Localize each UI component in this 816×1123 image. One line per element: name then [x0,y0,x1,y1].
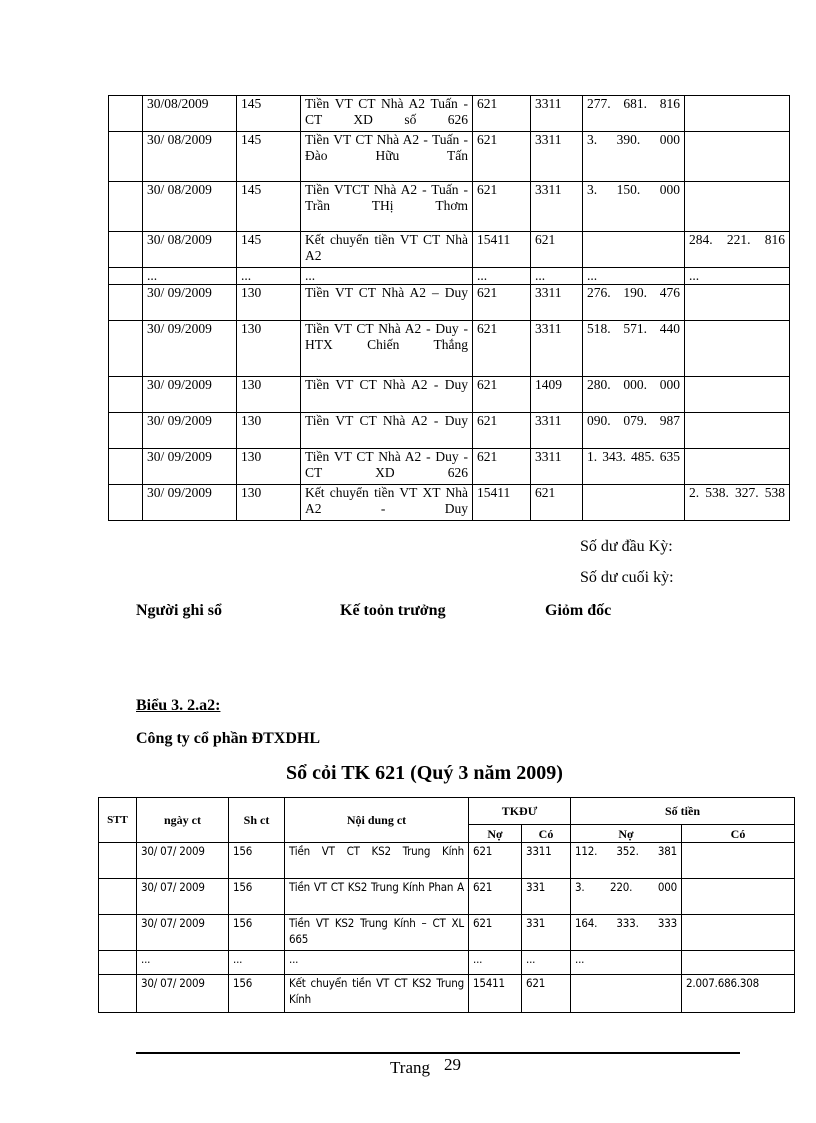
cell-account-co: 3311 [531,285,583,321]
table-row [99,843,795,879]
cell-desc: Tiền VT CT Nhà A2 Tuấn - CT XD số 626 [301,96,473,132]
cell-credit [682,843,795,879]
cell-credit [685,182,790,232]
cell-desc: Kết chuyển tiền VT XT Nhà A2 - Duy [301,485,473,521]
cell-desc: Tiền VT KS2 Trung Kính – CT XL 665 [285,915,469,951]
ledger-table-header [99,798,795,843]
cell-stt [109,232,143,268]
cell-stt [99,843,137,879]
cell-sh: 130 [237,449,301,485]
cell-stt [99,951,137,975]
cell-sh: 145 [237,182,301,232]
cell-account-no: 621 [473,285,531,321]
cell-desc: Kết chuyển tiền VT CT KS2 Trung Kính [285,975,469,1013]
cell-account-co: ... [522,951,571,975]
closing-balance-label: Số dư cuối kỳ: [580,569,674,586]
cell-debit [583,232,685,268]
cell-account-no: 15411 [473,485,531,521]
cell-stt [109,413,143,449]
cell-account-co: 3311 [531,132,583,182]
cell-desc: ... [301,268,473,285]
cell-account-no: 621 [473,377,531,413]
cell-debit: 1. 343. 485. 635 [583,449,685,485]
cell-date: 30/ 07/ 2009 [137,843,229,879]
header-account-group: TKĐƯ [469,798,571,825]
cell-desc: Tiền VT CT Nhà A2 - Duy - CT XD 626 [301,449,473,485]
header-co: Có [522,825,571,843]
signature-recorder: Người ghi sổ [136,602,223,619]
cell-debit: 3. 390. 000 [583,132,685,182]
table-row [109,132,790,182]
cell-desc: Tiền VT CT Nhà A2 – Duy [301,285,473,321]
ledger-title: Sổ cỏi TK 621 (Quý 3 năm 2009) [286,762,563,784]
header-stt: STT [99,798,137,843]
cell-stt [109,377,143,413]
cell-sh: 130 [237,285,301,321]
cell-sh: 156 [229,915,285,951]
table-row [109,449,790,485]
cell-credit [685,132,790,182]
cell-account-co: 3311 [531,413,583,449]
cell-credit: 2.007.686.308 [682,975,795,1013]
cell-date: 30/ 09/2009 [143,285,237,321]
cell-account-co: 3311 [522,843,571,879]
cell-desc: Tiền VT CT KS2 Trung Kính [285,843,469,879]
cell-account-no: 621 [473,321,531,377]
cell-sh: 130 [237,321,301,377]
cell-credit [685,449,790,485]
cell-account-co: 621 [522,975,571,1013]
cell-sh: ... [237,268,301,285]
cell-account-no: 621 [473,132,531,182]
cell-date: 30/ 08/2009 [143,232,237,268]
table-row [109,268,790,285]
cell-account-no: 621 [469,879,522,915]
table-row [109,96,790,132]
cell-stt [109,182,143,232]
table-row [99,915,795,951]
cell-sh: 145 [237,232,301,268]
cell-debit: 3. 220. 000 [571,879,682,915]
cell-account-co: 3311 [531,96,583,132]
cell-sh: 145 [237,96,301,132]
cell-date: 30/ 09/2009 [143,321,237,377]
cell-sh: 130 [237,413,301,449]
cell-credit: ... [685,268,790,285]
cell-desc: Tiền VT CT Nhà A2 - Tuấn - Đào Hữu Tấn [301,132,473,182]
cell-account-co: 1409 [531,377,583,413]
cell-account-co: 331 [522,879,571,915]
cell-credit [685,285,790,321]
cell-debit: 090. 079. 987 [583,413,685,449]
footer-page-label: Trang [390,1058,430,1077]
cell-account-no: 621 [473,96,531,132]
cell-sh: 130 [237,377,301,413]
cell-stt [109,285,143,321]
cell-sh: 130 [237,485,301,521]
table-row [109,232,790,268]
cell-stt [109,132,143,182]
cell-account-co: 621 [531,485,583,521]
company-name: Công ty cổ phần ĐTXDHL [136,730,321,747]
signature-director: Giỏm đốc [545,602,612,619]
footer-page-number: 29 [444,1055,461,1074]
cell-account-no: 621 [473,449,531,485]
cell-sh: 156 [229,975,285,1013]
table-row [109,182,790,232]
cell-credit [685,321,790,377]
opening-balance-label: Số dư đầu Kỳ: [580,538,673,555]
cell-stt [109,321,143,377]
cell-date: 30/ 09/2009 [143,377,237,413]
cell-debit: 276. 190. 476 [583,285,685,321]
cell-account-co: 3311 [531,321,583,377]
table-row [109,413,790,449]
cell-stt [99,975,137,1013]
cell-debit: 164. 333. 333 [571,915,682,951]
table-row [109,321,790,377]
cell-sh: 145 [237,132,301,182]
cell-debit: ... [571,951,682,975]
cell-account-no: 621 [469,915,522,951]
cell-credit: 2. 538. 327. 538 [685,485,790,521]
cell-date: 30/08/2009 [143,96,237,132]
cell-stt [99,879,137,915]
cell-stt [109,96,143,132]
cell-date: 30/ 07/ 2009 [137,915,229,951]
table-row [99,879,795,915]
cell-date: 30/ 09/2009 [143,449,237,485]
cell-date: 30/ 09/2009 [143,413,237,449]
cell-account-co: 3311 [531,449,583,485]
header-credit: Có [682,825,795,843]
cell-sh: 156 [229,879,285,915]
cell-debit: 518. 571. 440 [583,321,685,377]
table-row [109,485,790,521]
cell-sh: 156 [229,843,285,879]
cell-sh: ... [229,951,285,975]
cell-stt [99,915,137,951]
cell-credit [685,96,790,132]
cell-debit [583,485,685,521]
footer-divider [136,1052,740,1054]
cell-account-co: 3311 [531,182,583,232]
cell-desc: Tiền VT CT Nhà A2 - Duy - HTX Chiến Thắng [301,321,473,377]
header-sh: Sh ct [229,798,285,843]
cell-credit: 284. 221. 816 [685,232,790,268]
cell-desc: Tiền VT CT Nhà A2 - Duy [301,413,473,449]
cell-account-co: ... [531,268,583,285]
cell-stt [109,449,143,485]
cell-account-no: ... [473,268,531,285]
header-no: Nợ [469,825,522,843]
cell-desc: Tiền VTCT Nhà A2 - Tuấn - Trần THị Thơm [301,182,473,232]
header-amount-group: Số tiền [571,798,795,825]
cell-account-no: 15411 [473,232,531,268]
cell-date: 30/ 08/2009 [143,182,237,232]
cell-date: ... [137,951,229,975]
cell-credit [682,879,795,915]
table-row [109,377,790,413]
cell-credit [685,377,790,413]
cell-debit: 3. 150. 000 [583,182,685,232]
table-row [99,951,795,975]
header-desc: Nội dung ct [285,798,469,843]
cell-account-no: 621 [473,413,531,449]
cell-credit [682,951,795,975]
cell-account-no: 621 [473,182,531,232]
cell-date: 30/ 07/ 2009 [137,975,229,1013]
cell-debit: ... [583,268,685,285]
cell-date: 30/ 07/ 2009 [137,879,229,915]
cell-credit [685,413,790,449]
cell-debit [571,975,682,1013]
cell-account-co: 621 [531,232,583,268]
ledger-table-tk621 [98,797,795,1013]
cell-date: 30/ 09/2009 [143,485,237,521]
cell-debit: 280. 000. 000 [583,377,685,413]
header-debit: Nợ [571,825,682,843]
cell-credit [682,915,795,951]
cell-desc: Kết chuyển tiền VT CT Nhà A2 [301,232,473,268]
ledger-table-continuation [108,95,790,521]
cell-date: ... [143,268,237,285]
cell-account-no: ... [469,951,522,975]
cell-stt [109,485,143,521]
table-row [99,975,795,1013]
cell-debit: 112. 352. 381 [571,843,682,879]
cell-account-no: 621 [469,843,522,879]
ledger-table-body [109,96,790,521]
cell-account-co: 331 [522,915,571,951]
cell-stt [109,268,143,285]
cell-desc: Tiền VT CT KS2 Trung Kính Phan A [285,879,469,915]
cell-date: 30/ 08/2009 [143,132,237,182]
form-label: Biểu 3. 2.a2: [136,697,221,714]
header-date: ngày ct [137,798,229,843]
cell-debit: 277. 681. 816 [583,96,685,132]
cell-desc: ... [285,951,469,975]
table-row [109,285,790,321]
signature-chief-accountant: Kế toỏn trưởng [340,602,446,619]
ledger-table-body [99,843,795,1013]
cell-desc: Tiền VT CT Nhà A2 - Duy [301,377,473,413]
cell-account-no: 15411 [469,975,522,1013]
